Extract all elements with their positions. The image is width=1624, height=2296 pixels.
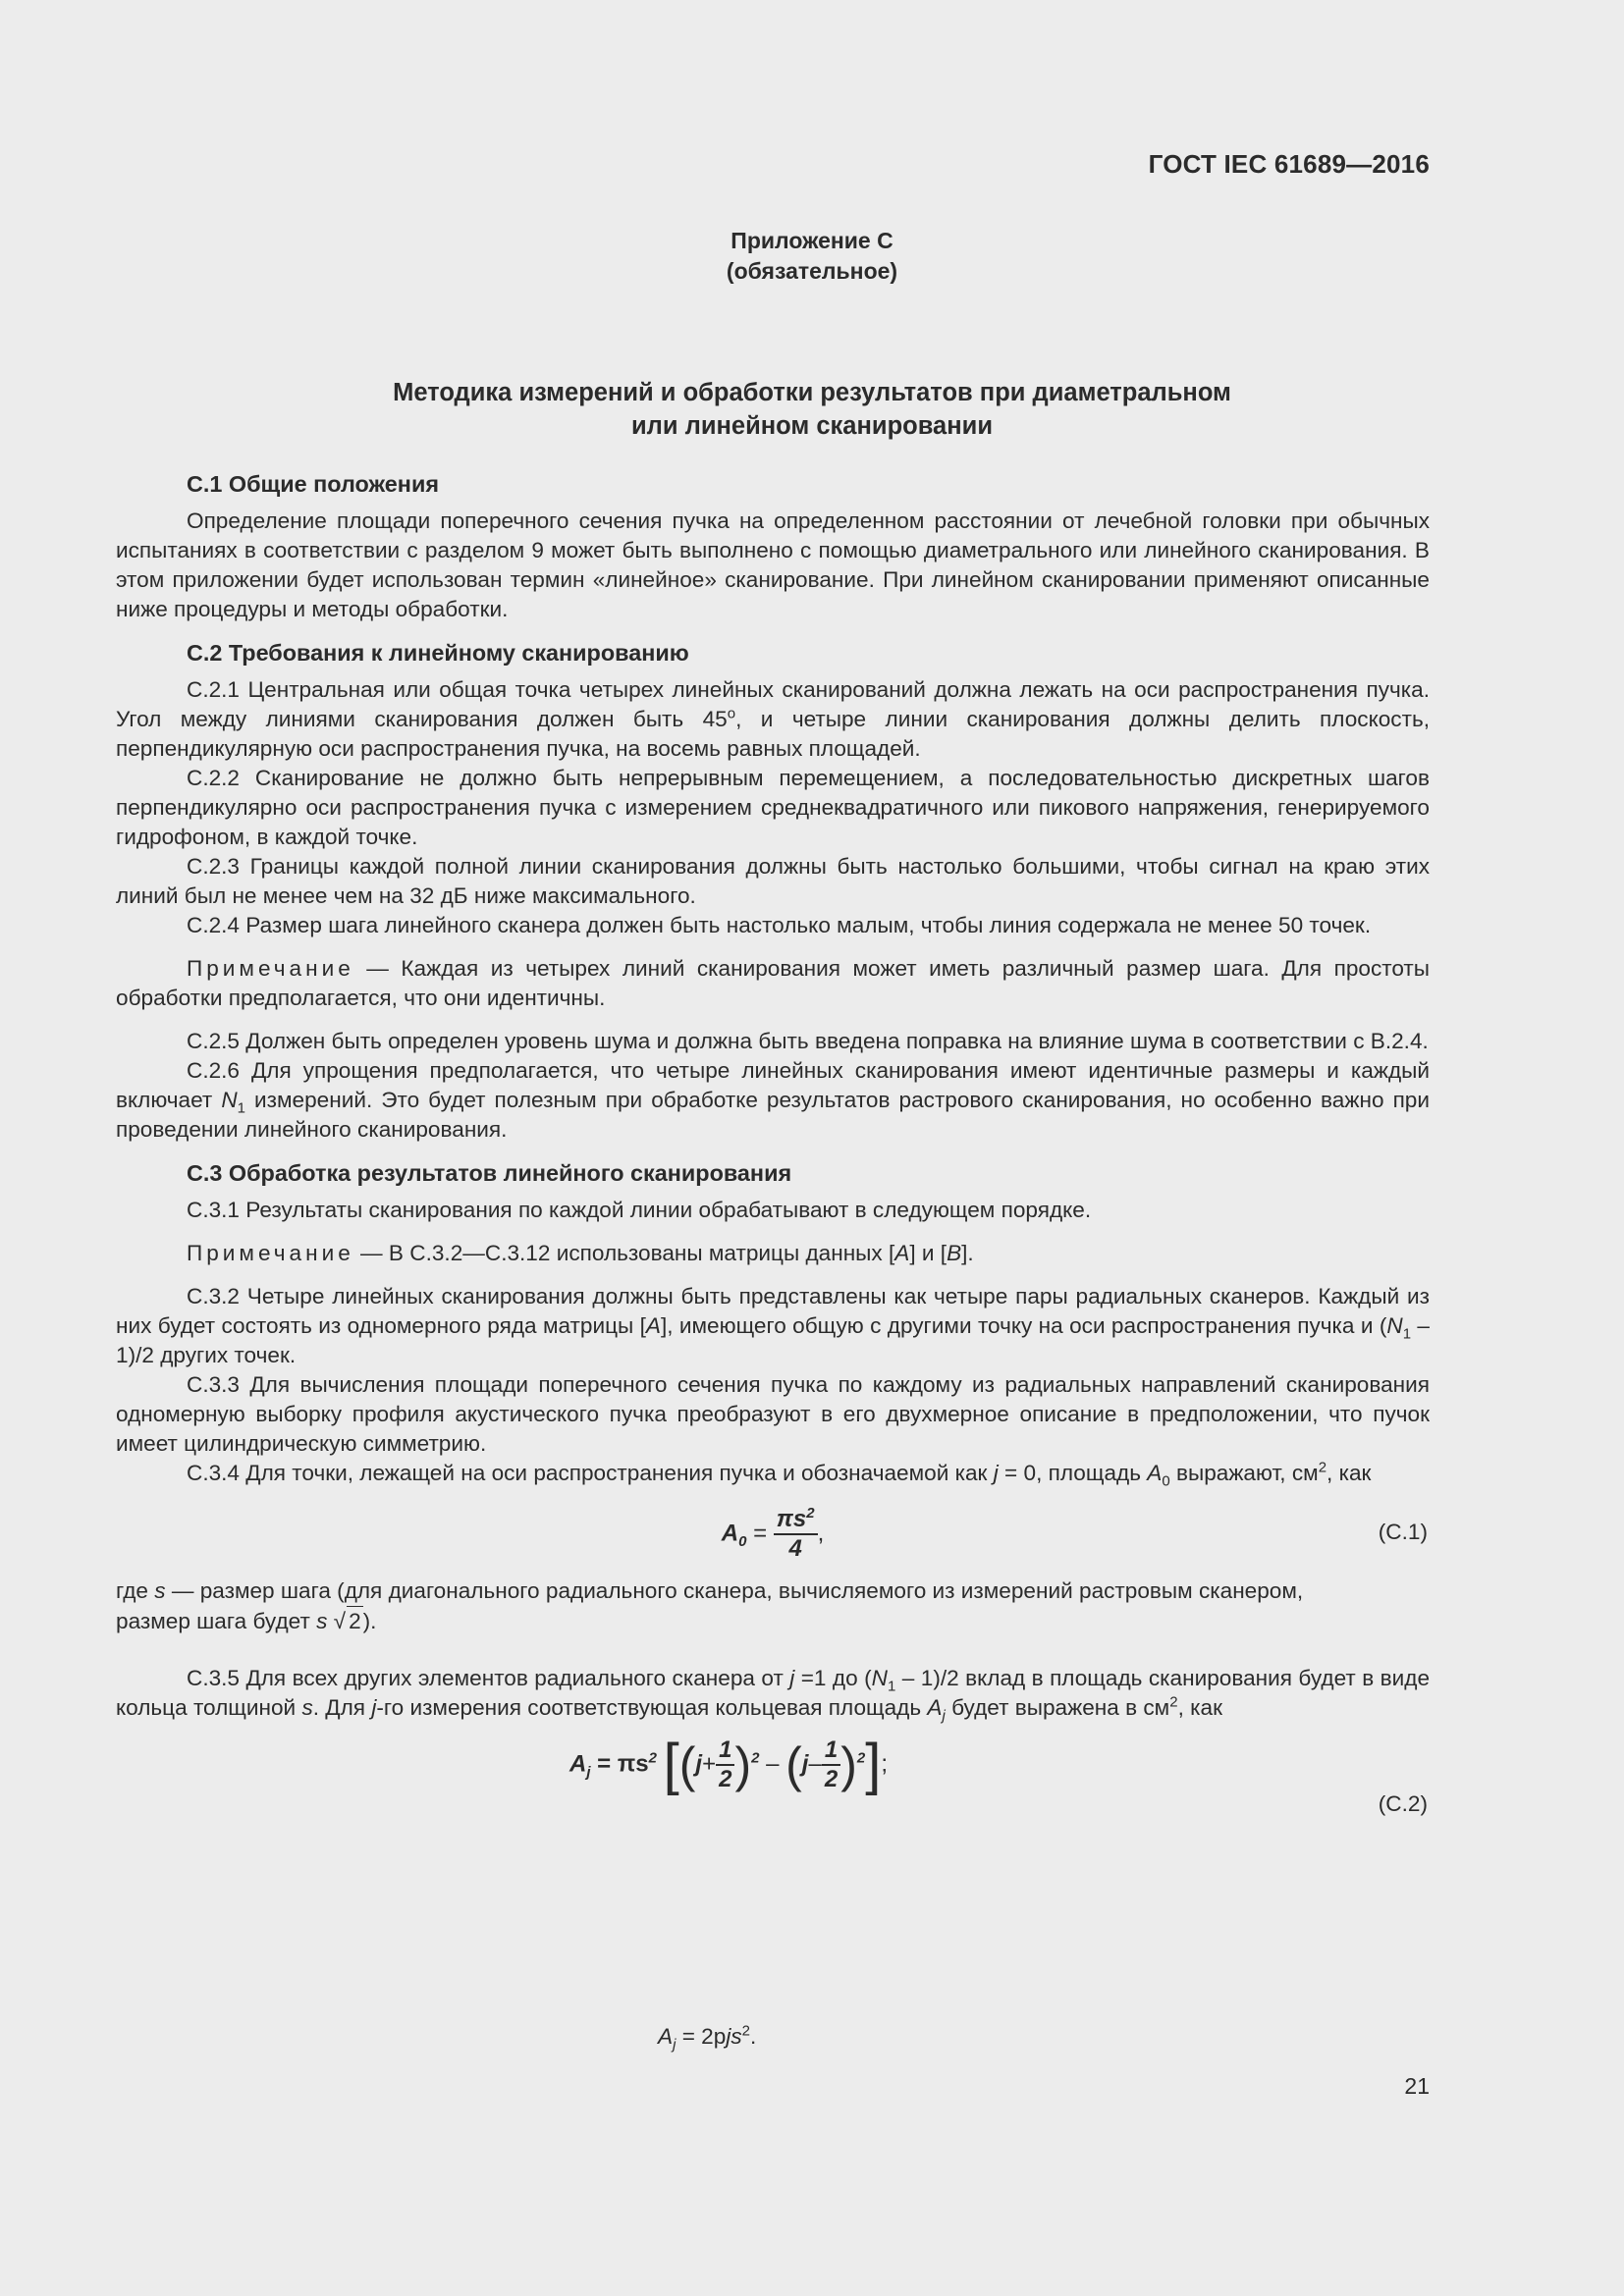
equation-c1-number: (С.1) <box>1378 1520 1428 1544</box>
paragraph-c2-5: С.2.5 Должен быть определен уровень шума и должна быть введена поправка на влияние шума в соответствии с В.2.4. <box>187 1029 1429 1053</box>
paragraph-c2-4: С.2.4 Размер шага линейного сканера должен быть настолько малым, чтобы линия содержала не менее 50 точек. <box>187 913 1372 937</box>
paragraph-c3-2: С.3.2 Четыре линейных сканирования должны быть представлены как четыре пары радиальных сканеров. Каждый из них будет состоять из одномерного ряда матрицы [A], имеющего общую с другими точку на оси распространения пучка и $(N_1 - 1)/2$ других точек. <box>116 1284 1430 1367</box>
equation-c2: $A_j = \pi s^2$ [(j+ $\frac{1}{2}$ )$^2$ – (j– $\frac{1}{2}$ )$^2$]; (С.2) <box>116 1736 1430 1852</box>
paragraph-c3-3: С.3.3 Для вычисления площади поперечного сечения пучка по каждому из радиальных направлений сканирования одномерную выборку профиля акустического пучка преобразуют в его двухмерное описание в предположении, что пучок имеет цилиндрическую симметрию. <box>116 1372 1430 1456</box>
note-c2: Примечание — Каждая из четырех линий сканирования может иметь различный размер шага. Для простоты обработки предполагается, что они идентичны. <box>116 956 1430 1010</box>
paragraph-c3-1: С.3.1 Результаты сканирования по каждой линии обрабатывают в следующем порядке. <box>187 1198 1092 1222</box>
annex-title: Приложение С <box>731 228 893 253</box>
main-title <box>0 376 1624 443</box>
equation-c2-number: (С.2) <box>1378 1791 1428 1816</box>
section-c2-heading: С.2 Требования к линейному сканированию <box>187 640 689 666</box>
equation-c2-simplified: $A_j = 2pjs^2$. <box>658 2022 757 2054</box>
paragraph-c2-1: С.2.1 Центральная или общая точка четырех линейных сканирований должна лежать на оси распространения пучка. Угол между линиями сканирования должен быть $45^о$, и четыре линии сканирования должны делить плоскость, перпендикулярную оси распространения пучка, на восемь равных площадей. <box>116 677 1430 761</box>
annex-header <box>0 226 1624 287</box>
standard-code: ГОСТ IEC 61689—2016 <box>1148 149 1430 179</box>
equation-c1: $A_0$ = $\frac{\pi s^2}{4}$ , (С.1) <box>721 1505 1428 1562</box>
paragraph-c2-6: С.2.6 Для упрощения предполагается, что четыре линейных сканирования имеют идентичные размеры и каждый включает $N_1$ измерений. Это будет полезным при обработке результатов растрового сканирования, но особенно важно при проведении линейного сканирования. <box>116 1058 1430 1142</box>
where-clause: где s — размер шага (для диагонального радиального сканера, вычисляемого из измерений растровым сканером, <box>116 1578 1304 1603</box>
main-title-line-1: Методика измерений и обработки результатов при диаметральном <box>393 379 1231 406</box>
section-c1-heading: С.1 Общие положения <box>187 471 439 497</box>
annex-status: (обязательное) <box>726 258 898 284</box>
section-c1-text: Определение площади поперечного сечения пучка на определенном расстоянии от лечебной головки при обычных испытаниях в соответствии с разделом 9 может быть выполнено с помощью диаметрального или линейного сканирования. В этом приложении будет использован термин «линейное» сканирование. При линейном сканировании применяют описанные ниже процедуры и методы обработки. <box>116 508 1430 621</box>
main-title-line-2: или линейном сканировании <box>631 412 993 440</box>
page-number: 21 <box>1404 2073 1430 2099</box>
paragraph-c3-5: С.3.5 Для всех других элементов радиального сканера от j =1 до $(N_1 - 1)/2$ вклад в площадь сканирования будет в виде кольца толщиной s. Для j-го измерения соответствующая кольцевая площадь $A_j$ будет выражена в $см^2$, как <box>116 1666 1431 1725</box>
paragraph-c3-4: С.3.4 Для точки, лежащей на оси распространения пучка и обозначаемой как j = 0, площадь $A_0$ выражают, $см^2$, как <box>187 1459 1372 1490</box>
section-c3-heading: С.3 Обработка результатов линейного сканирования <box>187 1160 792 1186</box>
note-c3: Примечание — В С.3.2—С.3.12 использованы матрицы данных [A] и [B]. <box>187 1241 974 1265</box>
where-clause-continuation: размер шага будет s √ 2). <box>116 1606 1430 1636</box>
paragraph-c2-2: С.2.2 Сканирование не должно быть непрерывным перемещением, а последовательностью дискретных шагов перпендикулярно оси распространения пучка с измерением среднеквадратичного или пикового напряжения, генерируемого гидрофоном, в каждой точке. <box>116 766 1430 849</box>
equation-c1-fraction: $\frac{\pi s^2}{4}$ <box>774 1506 818 1563</box>
document-body <box>116 469 1430 1852</box>
paragraph-c2-3: С.2.3 Границы каждой полной линии сканирования должны быть настолько большими, чтобы сигнал на краю этих линий был не менее чем на 32 дБ ниже максимального. <box>116 854 1430 908</box>
